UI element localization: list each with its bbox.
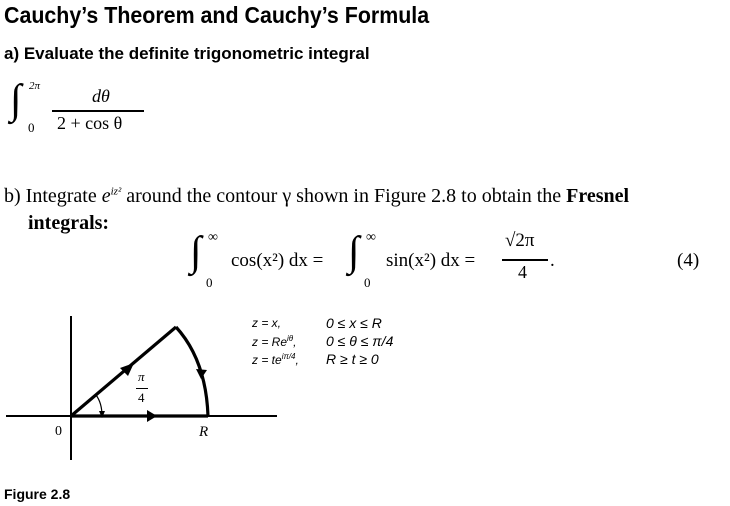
integral-lower-limit: 0 [28,120,35,135]
angle-numerator: π [138,369,145,384]
integral-sign: ∫ [348,229,360,275]
integral-lower-limit: 0 [364,275,371,290]
integral-upper-limit: ∞ [366,230,376,245]
param-z: $z = te^{i\pi/4}$, [252,352,299,367]
param-z: z = x, [252,316,282,330]
page-title: Cauchy’s Theorem and Cauchy’s Formula [4,2,430,28]
arrow-up-icon [196,369,207,379]
origin-label: 0 [55,424,62,439]
integral-upper-limit: ∞ [208,230,218,245]
integral-upper-limit: 2π [29,80,41,92]
radius-label: R [199,424,209,440]
exp-base: e [101,185,111,207]
part-b-line2: integrals: [28,212,110,234]
result-denominator: 4 [518,262,527,282]
fresnel-term: Fresnel [566,185,630,207]
integral-sign: ∫ [10,77,22,123]
part-b-prefix: b) Integrate [4,185,102,207]
cos-integrand: cos(x²) dx = [231,250,324,271]
part-b-suffix: around the contour γ shown in Figure 2.8 to obtain the [121,185,567,207]
angle-denominator: 4 [138,390,145,405]
integral-sign: ∫ [190,229,202,275]
angle-fraction-bar [136,388,148,389]
arrow-right-icon [147,410,157,422]
integral-numerator: dθ [92,86,110,106]
integral-lower-limit: 0 [206,275,213,290]
param-z: $z = Re^{i\theta}$, [252,334,297,349]
part-a-question: a) Evaluate the definite trigonometric integral [4,44,370,63]
sin-integrand: sin(x²) dx = [386,250,476,271]
param-range: 0 ≤ x ≤ R [326,315,382,331]
figure-caption: Figure 2.8 [4,486,71,502]
equation-number: (4) [677,250,700,271]
period: . [550,250,555,271]
param-range: 0 ≤ θ ≤ π/4 [326,333,394,349]
exp-power: iz² [110,185,122,198]
param-range: R ≥ t ≥ 0 [326,351,379,367]
integral-denominator: 2 + cos θ [57,113,123,133]
result-numerator: √2π [505,230,535,251]
